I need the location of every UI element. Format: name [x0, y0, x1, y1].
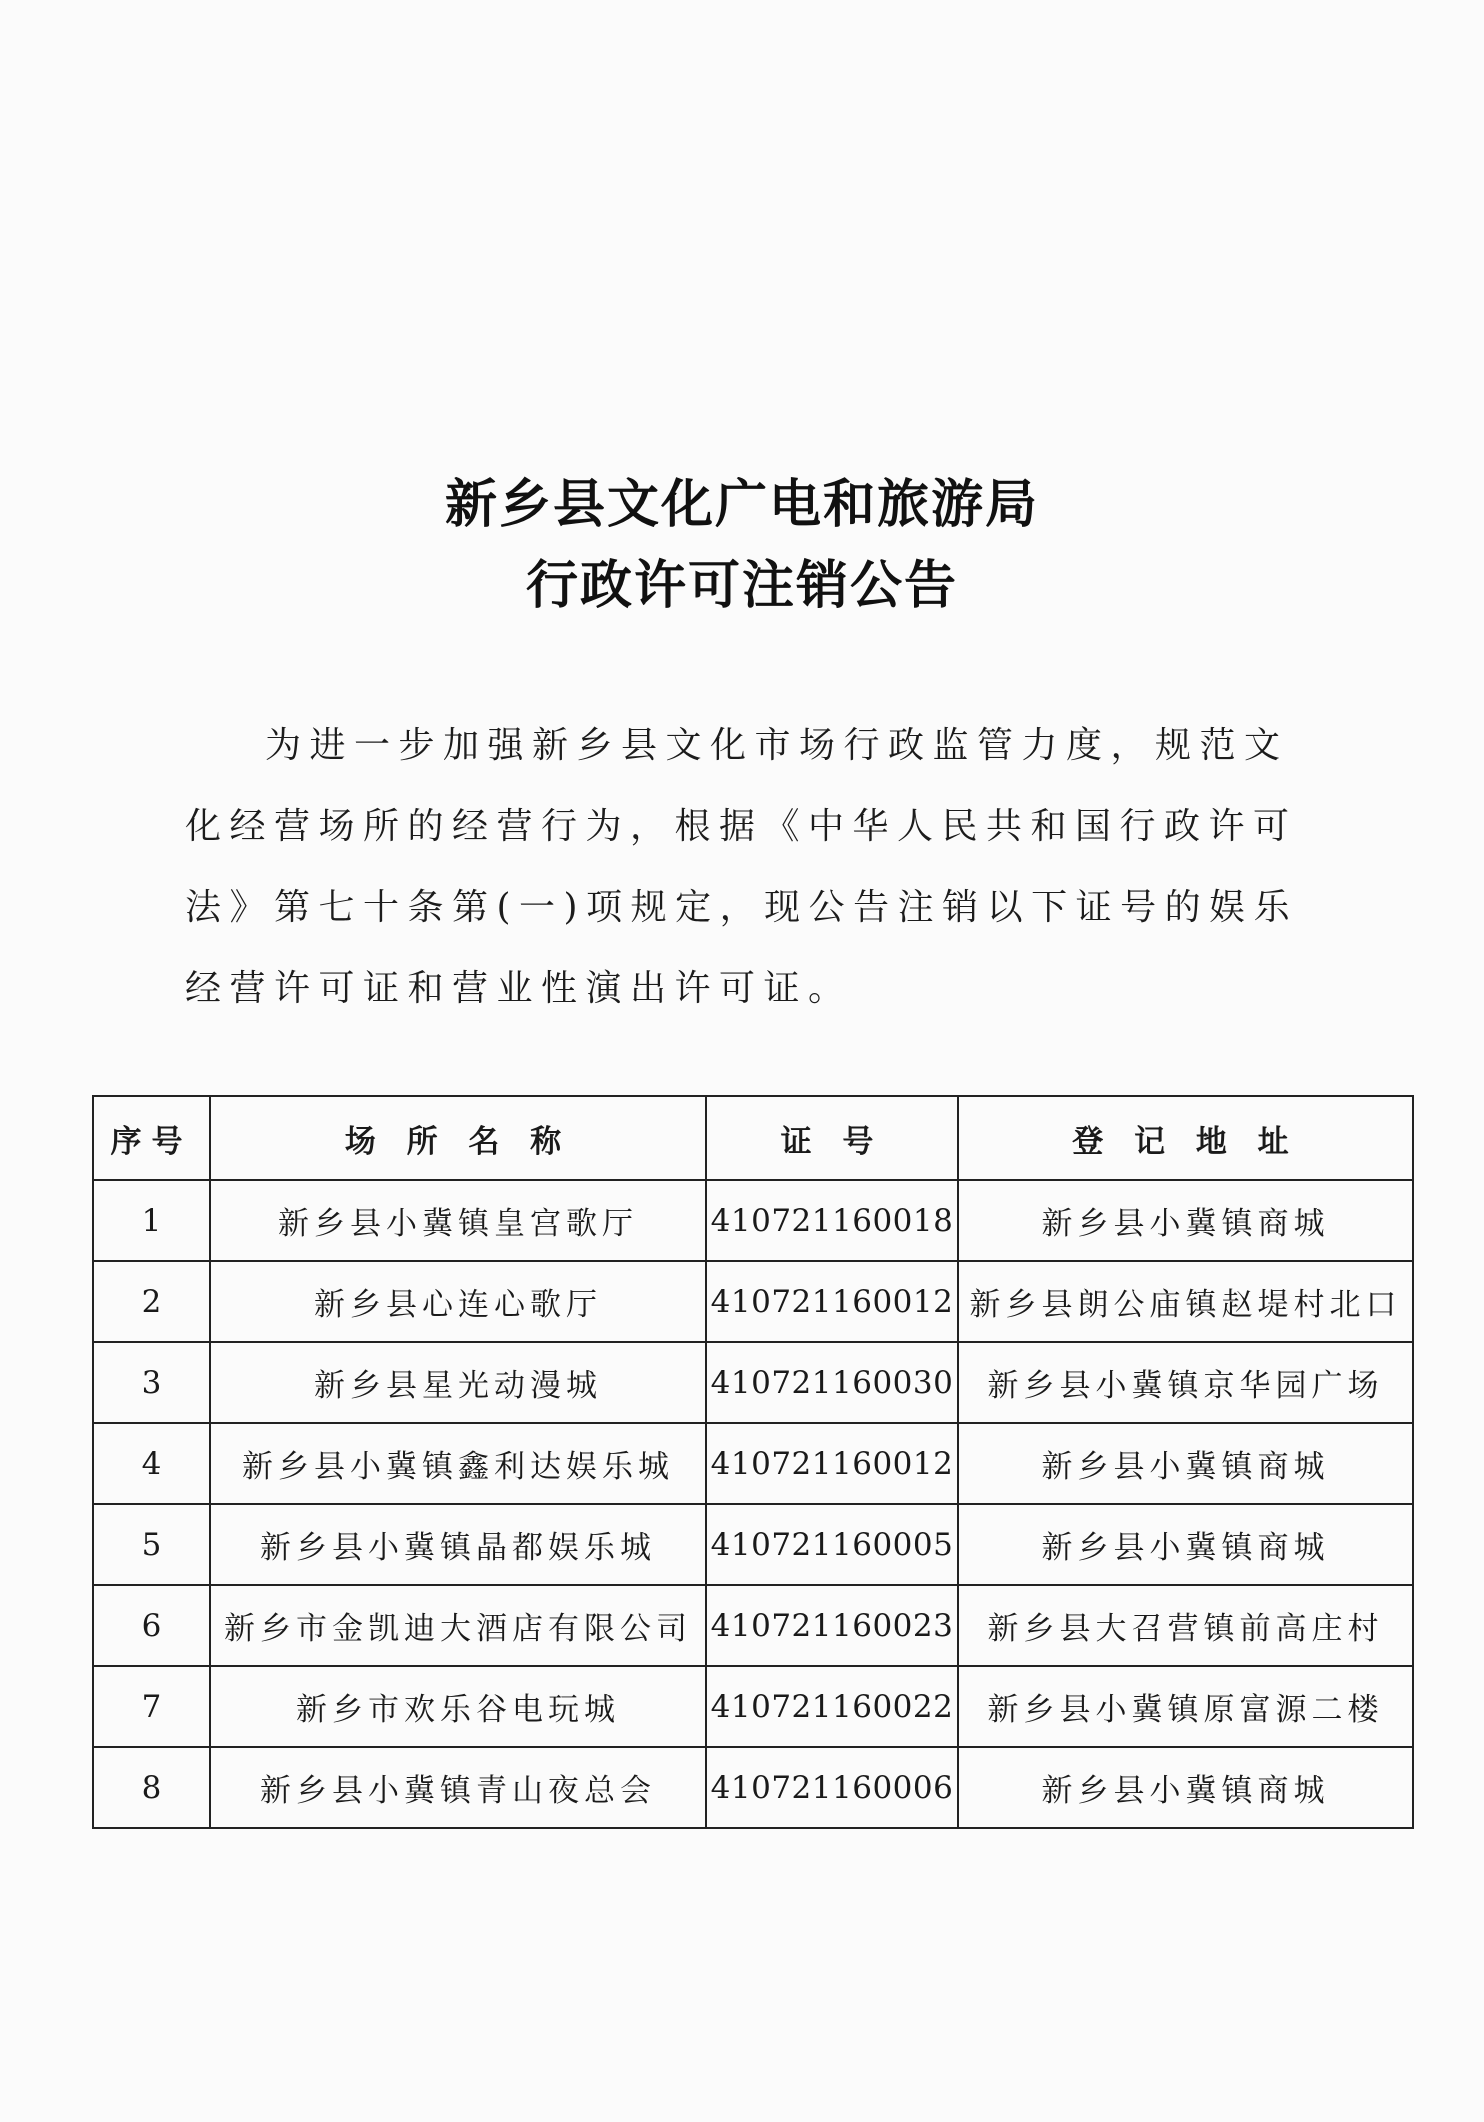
license-number: 410721160006 — [706, 1747, 958, 1828]
registered-address: 新乡县小冀镇商城 — [958, 1180, 1413, 1261]
registered-address: 新乡县小冀镇商城 — [958, 1747, 1413, 1828]
venue-name: 新乡县小冀镇皇宫歌厅 — [210, 1180, 706, 1261]
row-number: 5 — [93, 1504, 210, 1585]
column-header-venue-name: 场 所 名 称 — [210, 1096, 706, 1180]
venue-name: 新乡县小冀镇鑫利达娱乐城 — [210, 1423, 706, 1504]
table-header-row — [93, 1096, 1413, 1180]
table-row — [93, 1747, 1413, 1828]
license-number: 410721160023 — [706, 1585, 958, 1666]
row-number: 8 — [93, 1747, 210, 1828]
venue-name: 新乡市欢乐谷电玩城 — [210, 1666, 706, 1747]
column-header-registered-address: 登 记 地 址 — [958, 1096, 1413, 1180]
row-number: 1 — [93, 1180, 210, 1261]
registered-address: 新乡县小冀镇商城 — [958, 1423, 1413, 1504]
row-number: 3 — [93, 1342, 210, 1423]
venue-name: 新乡县心连心歌厅 — [210, 1261, 706, 1342]
license-number: 410721160022 — [706, 1666, 958, 1747]
license-table — [92, 1095, 1414, 1829]
row-number: 4 — [93, 1423, 210, 1504]
license-number: 410721160018 — [706, 1180, 958, 1261]
table-row — [93, 1180, 1413, 1261]
column-header-number: 序号 — [93, 1096, 210, 1180]
table-row — [93, 1666, 1413, 1747]
registered-address: 新乡县小冀镇商城 — [958, 1504, 1413, 1585]
row-number: 2 — [93, 1261, 210, 1342]
table-row — [93, 1342, 1413, 1423]
venue-name: 新乡市金凯迪大酒店有限公司 — [210, 1585, 706, 1666]
venue-name: 新乡县星光动漫城 — [210, 1342, 706, 1423]
license-number: 410721160012 — [706, 1423, 958, 1504]
column-header-license-number: 证 号 — [706, 1096, 958, 1180]
registered-address: 新乡县大召营镇前高庄村 — [958, 1585, 1413, 1666]
table-row — [93, 1423, 1413, 1504]
registered-address: 新乡县小冀镇京华园广场 — [958, 1342, 1413, 1423]
table-row — [93, 1261, 1413, 1342]
document-title: 新乡县文化广电和旅游局 — [444, 475, 1039, 535]
license-number: 410721160005 — [706, 1504, 958, 1585]
venue-name: 新乡县小冀镇晶都娱乐城 — [210, 1504, 706, 1585]
document-subtitle: 行政许可注销公告 — [525, 556, 958, 616]
table-row — [93, 1504, 1413, 1585]
announcement-paragraph: 为进一步加强新乡县文化市场行政监管力度，规范文化经营场所的经营行为，根据《中华人民共和国行政许可法》第七十条第(一)项规定，现公告注销以下证号的娱乐经营许可证和营业性演出许可证。 — [185, 725, 1299, 1009]
license-number: 410721160012 — [706, 1261, 958, 1342]
registered-address: 新乡县小冀镇原富源二楼 — [958, 1666, 1413, 1747]
venue-name: 新乡县小冀镇青山夜总会 — [210, 1747, 706, 1828]
row-number: 7 — [93, 1666, 210, 1747]
row-number: 6 — [93, 1585, 210, 1666]
table-row — [93, 1585, 1413, 1666]
registered-address: 新乡县朗公庙镇赵堤村北口 — [958, 1261, 1413, 1342]
license-number: 410721160030 — [706, 1342, 958, 1423]
